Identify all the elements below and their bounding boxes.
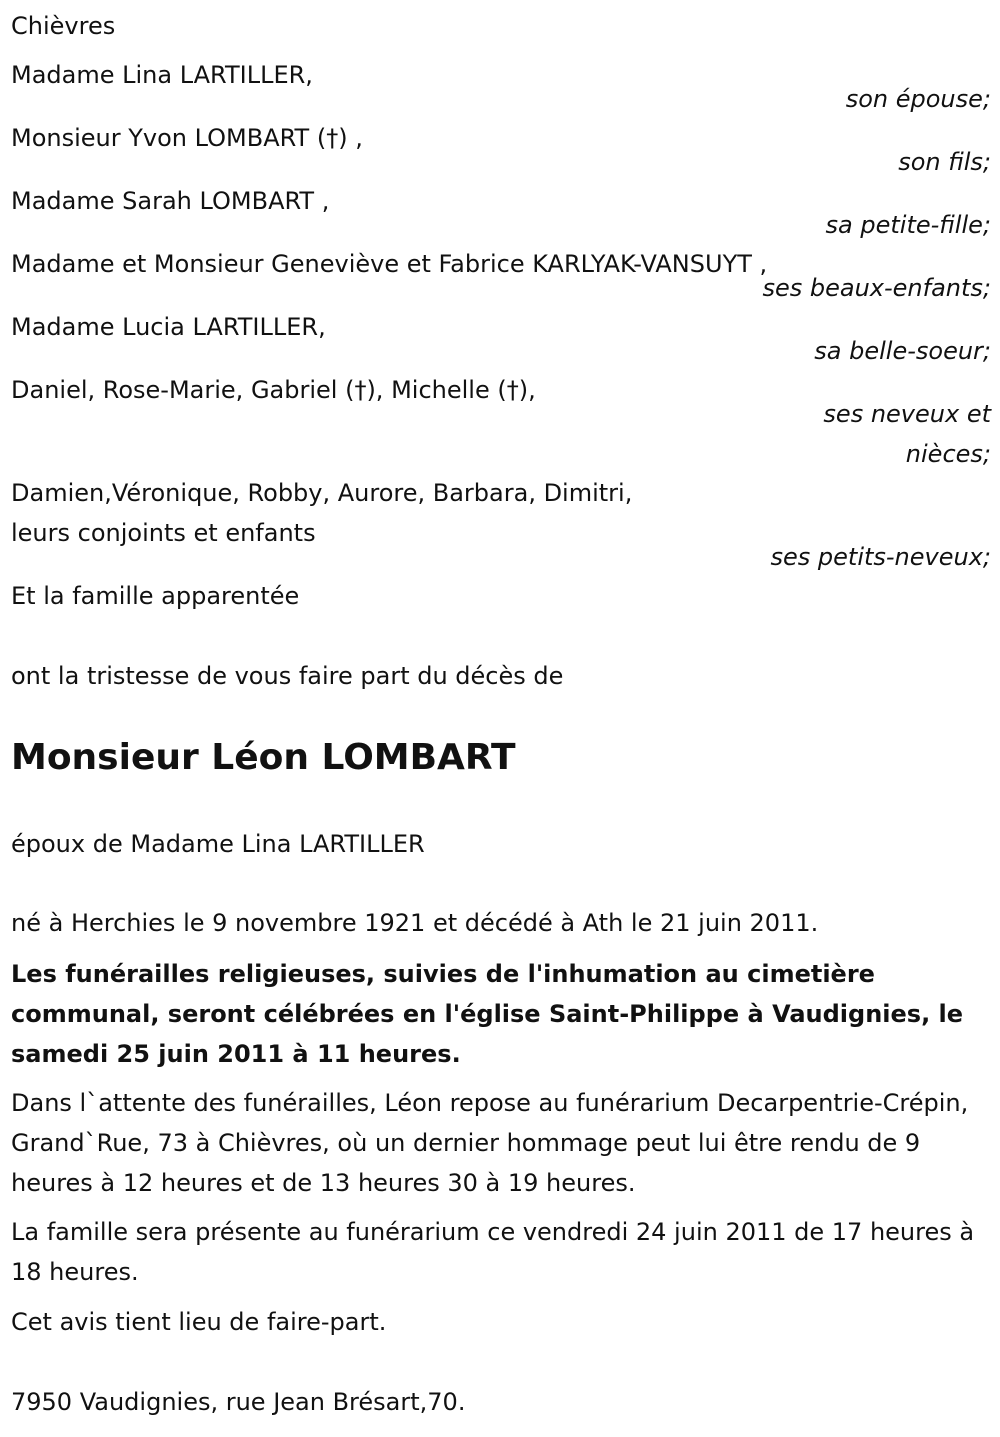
family-name-grandnephews-line1: Damien,Véronique, Robby, Aurore, Barbara, Dimitri, (11, 479, 633, 507)
place-header: Chièvres (11, 12, 116, 40)
family-closing: Et la famille apparentée (11, 582, 300, 610)
family-name-nephews: Daniel, Rose-Marie, Gabriel (†), Michelle (†), (11, 376, 536, 404)
family-relation-stepchildren: ses beaux-enfants; (762, 274, 991, 302)
announcement: ont la tristesse de vous faire part du décès de (11, 662, 564, 690)
deceased-dates: né à Herchies le 9 novembre 1921 et décédé à Ath le 21 juin 2011. (11, 909, 819, 937)
family-name-sister-in-law: Madame Lucia LARTILLER, (11, 313, 326, 341)
family-relation-nephews-line2: nièces; (905, 440, 991, 468)
family-relation-nephews-line1: ses neveux et (823, 400, 991, 428)
family-relation-son: son fils; (898, 148, 991, 176)
family-name-spouse: Madame Lina LARTILLER, (11, 61, 313, 89)
deceased-name: Monsieur Léon LOMBART (11, 737, 516, 778)
family-relation-grandnephews: ses petits-neveux; (770, 543, 991, 571)
family-name-son: Monsieur Yvon LOMBART (†) , (11, 124, 363, 152)
family-relation-granddaughter: sa petite-fille; (825, 211, 991, 239)
family-presence: La famille sera présente au funérarium ce vendredi 24 juin 2011 de 17 heures à 18 heures. (11, 1218, 975, 1286)
funeral-details: Les funérailles religieuses, suivies de l'inhumation au cimetière communal, seront célébrées en l'église Saint-Philippe à Vaudignies, le samedi 25 juin 2011 à 11 heures. (11, 960, 964, 1068)
address: 7950 Vaudignies, rue Jean Brésart,70. (11, 1388, 466, 1416)
family-name-stepchildren: Madame et Monsieur Geneviève et Fabrice KARLYAK-VANSUYT , (11, 250, 768, 278)
funerarium-details: Dans l`attente des funérailles, Léon repose au funérarium Decarpentrie-Crépin, Grand`Rue, 73 à Chièvres, où un dernier hommage peut lui être rendu de 9 heures à 12 heures et de 13 heures 30 à 19 heures. (11, 1089, 969, 1197)
family-relation-spouse: son épouse; (845, 85, 991, 113)
family-name-grandnephews-line2: leurs conjoints et enfants (11, 519, 316, 547)
family-relation-sister-in-law: sa belle-soeur; (814, 337, 991, 365)
family-name-granddaughter: Madame Sarah LOMBART , (11, 187, 330, 215)
deceased-spouse: époux de Madame Lina LARTILLER (11, 830, 425, 858)
notice-text: Cet avis tient lieu de faire-part. (11, 1308, 387, 1336)
